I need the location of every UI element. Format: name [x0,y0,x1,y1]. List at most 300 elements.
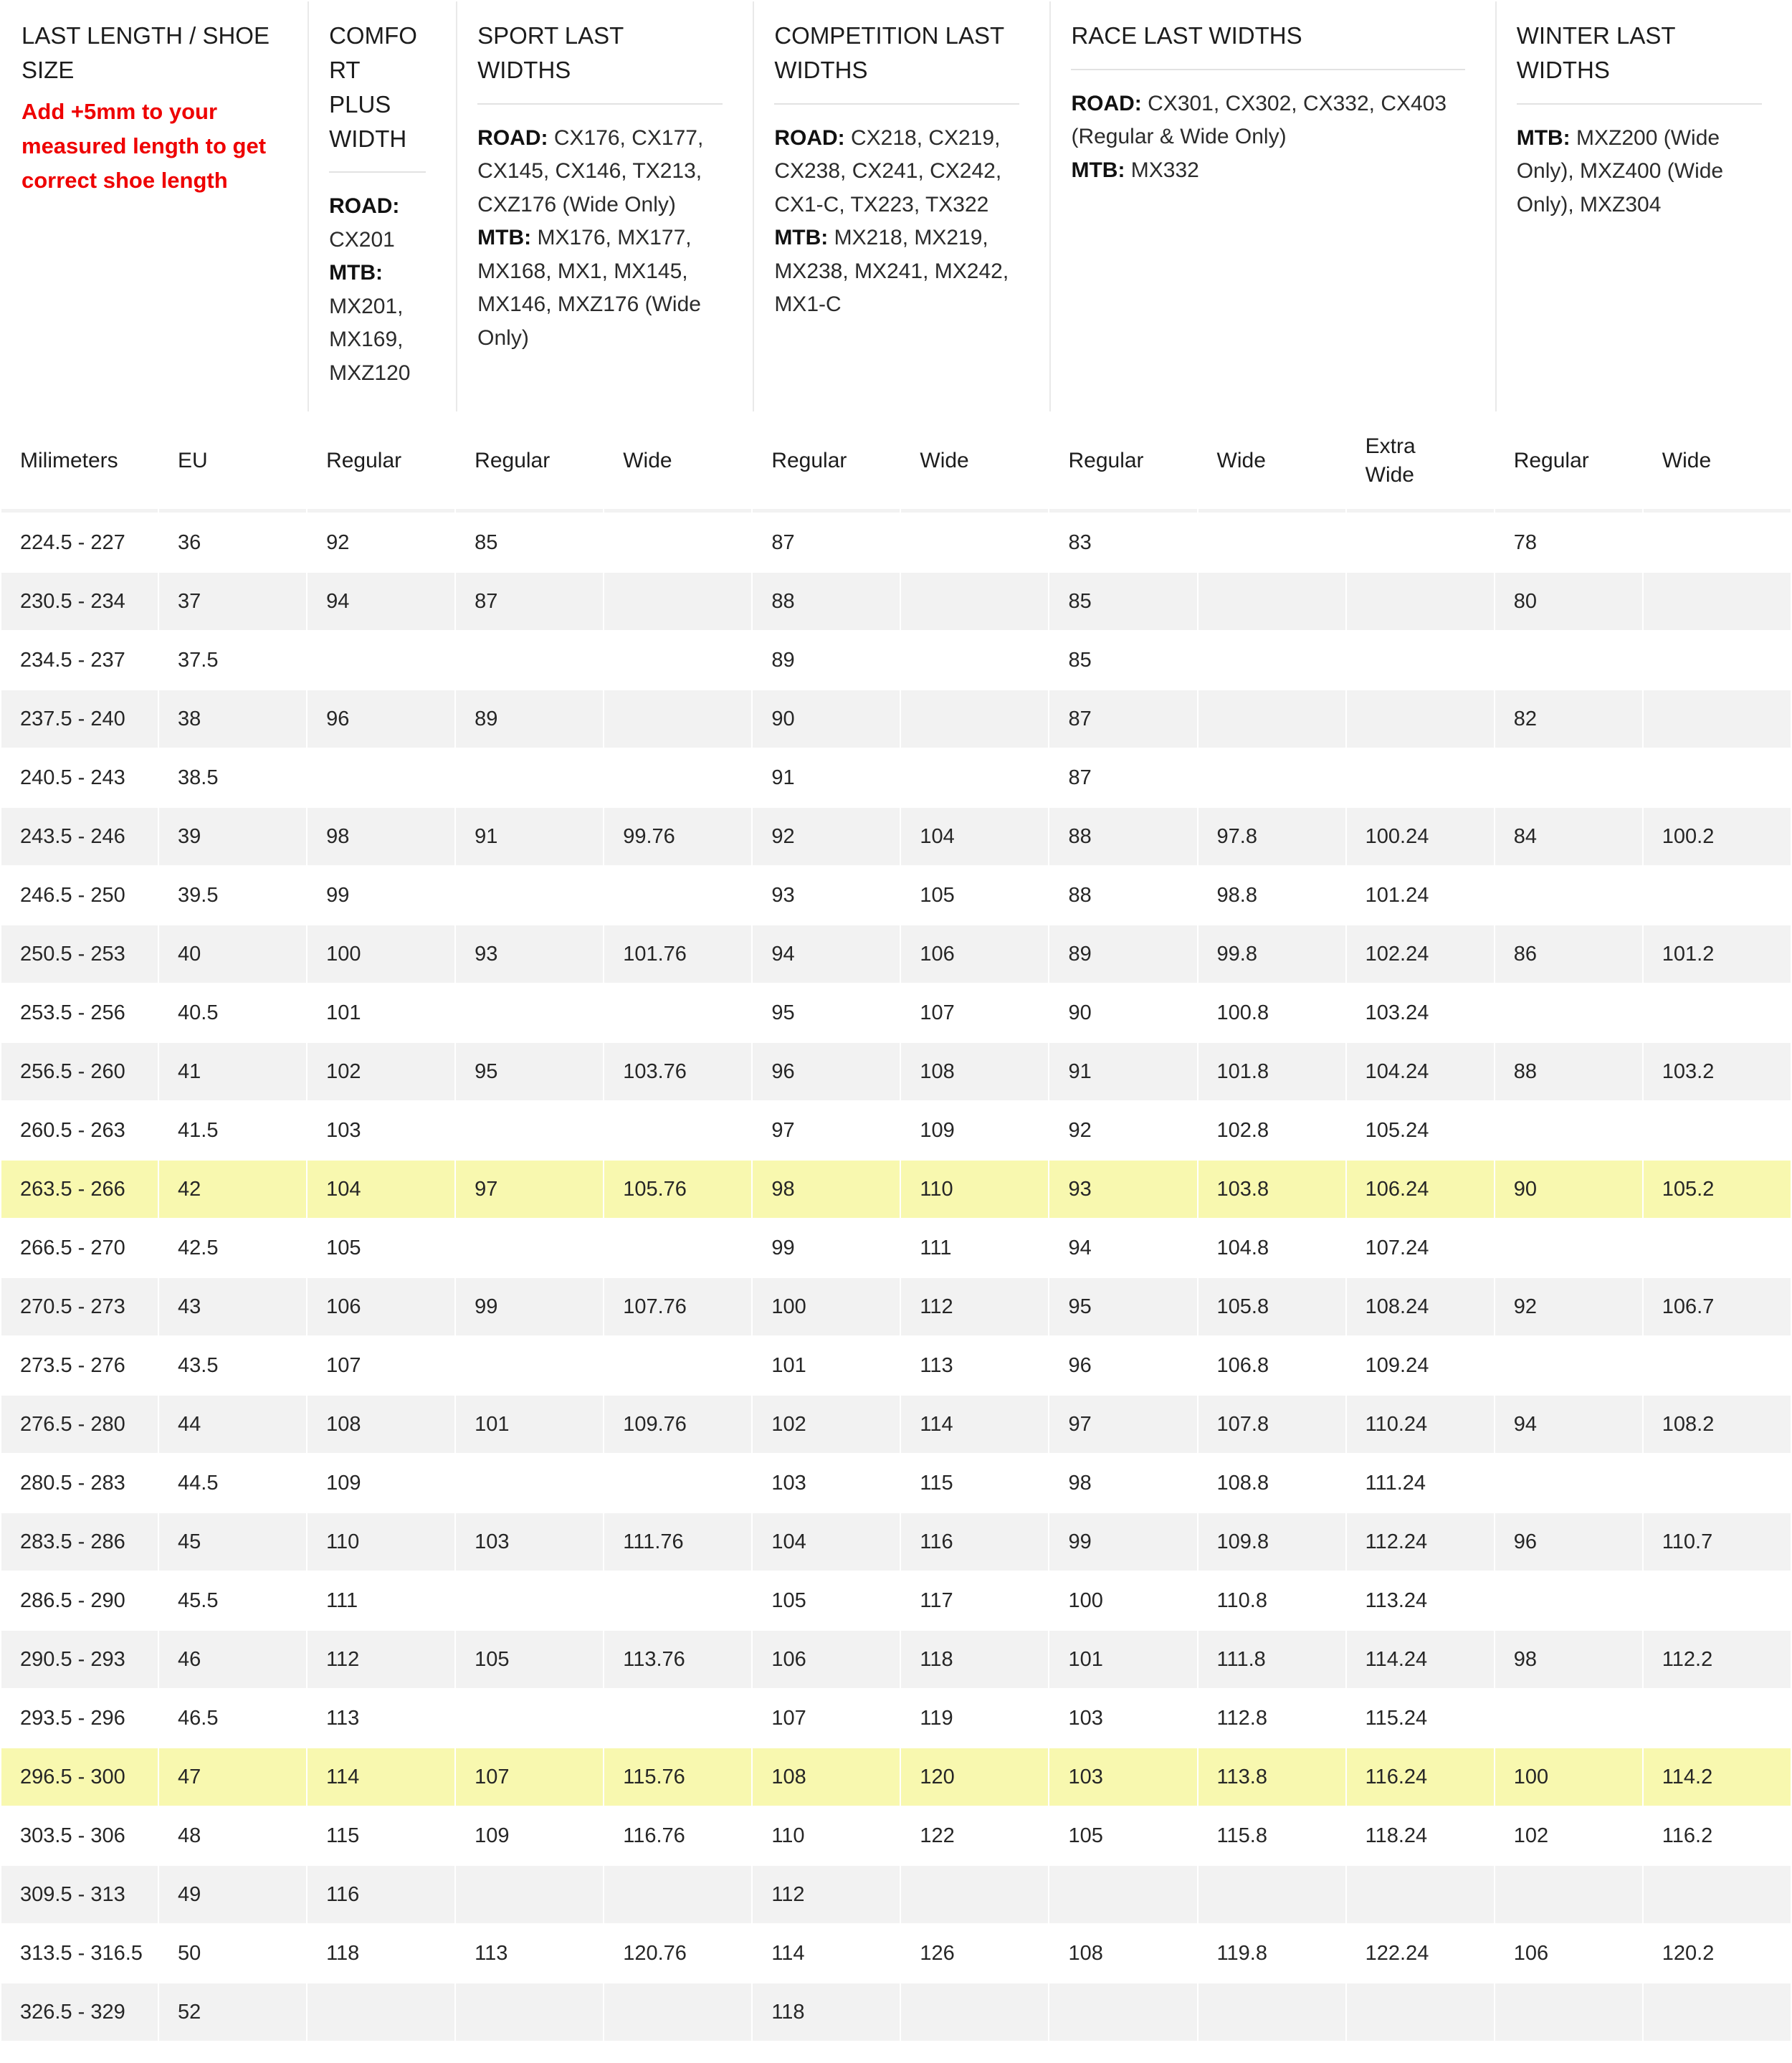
table-cell [456,1983,603,2041]
table-cell: 78 [1495,514,1642,571]
table-cell [1644,690,1791,748]
table-cell [1198,690,1345,748]
table-cell: 326.5 - 329 [1,1983,158,2041]
table-cell [1644,1983,1791,2041]
table-cell: 105 [456,1631,603,1688]
table-cell: 95 [753,984,900,1042]
sport-road-models [477,122,723,222]
table-row [1,1690,1791,1747]
divider [329,171,426,173]
table-cell: 89 [456,690,603,748]
table-cell: 87 [1049,749,1196,806]
table-cell: 83 [1049,514,1196,571]
table-cell [456,1572,603,1629]
divider [1071,69,1464,70]
table-cell [1198,1866,1345,1923]
road-label: ROAD: [1071,91,1142,115]
table-cell: 100 [753,1278,900,1335]
table-cell: 114.2 [1644,1748,1791,1806]
table-cell: 102.24 [1347,925,1494,983]
table-cell: 109.76 [604,1396,751,1453]
table-cell: 42.5 [159,1219,306,1277]
table-cell: 99.8 [1198,925,1345,983]
table-cell: 293.5 - 296 [1,1690,158,1747]
table-cell [901,632,1048,689]
table-cell: 110 [901,1161,1048,1218]
table-cell: 100 [1049,1572,1196,1629]
table-cell: 103.2 [1644,1043,1791,1100]
table-cell [1644,1219,1791,1277]
table-cell: 37.5 [159,632,306,689]
table-cell: 114.24 [1347,1631,1494,1688]
table-cell: 105 [308,1219,454,1277]
column-header-competition-wide: Wide [901,413,1048,513]
table-cell [901,573,1048,630]
table-cell [604,573,751,630]
table-cell [456,749,603,806]
table-cell: 224.5 - 227 [1,514,158,571]
table-cell: 85 [1049,632,1196,689]
table-cell: 88 [1049,808,1196,865]
competition-road-models [774,122,1019,222]
table-cell [604,1454,751,1512]
table-cell: 114 [308,1748,454,1806]
column-header-row [1,413,1791,513]
table-cell: 113 [901,1337,1048,1394]
table-cell: 110.24 [1347,1396,1494,1453]
table-cell: 113.8 [1198,1748,1345,1806]
table-cell: 100 [308,925,454,983]
table-cell: 116.24 [1347,1748,1494,1806]
table-cell [604,632,751,689]
table-cell: 107.8 [1198,1396,1345,1453]
table-row [1,1219,1791,1277]
column-header-race-extra-wide: Extra Wide [1347,413,1494,513]
table-cell: 104 [308,1161,454,1218]
table-cell [456,1690,603,1747]
table-cell: 243.5 - 246 [1,808,158,865]
table-cell [456,984,603,1042]
table-cell: 116.2 [1644,1807,1791,1864]
table-cell: 115 [901,1454,1048,1512]
table-cell: 118.24 [1347,1807,1494,1864]
table-cell: 48 [159,1807,306,1864]
table-row [1,1572,1791,1629]
table-cell: 122.24 [1347,1925,1494,1982]
table-cell: 90 [1049,984,1196,1042]
table-cell: 106 [753,1631,900,1688]
table-cell: 113 [456,1925,603,1982]
table-cell: 108 [753,1748,900,1806]
table-cell: 101 [456,1396,603,1453]
table-cell: 99 [308,867,454,924]
table-cell [1347,632,1494,689]
column-header-winter-wide: Wide [1644,413,1791,513]
race-header-cell [1049,1,1493,411]
size-chart-header [1,1,1791,513]
table-cell: 106 [901,925,1048,983]
table-cell: 103 [1049,1748,1196,1806]
table-row [1,690,1791,748]
table-cell: 103.8 [1198,1161,1345,1218]
comfort-plus-mtb-models [329,257,426,390]
table-cell [1495,1983,1642,2041]
table-cell [604,749,751,806]
table-cell: 115.76 [604,1748,751,1806]
table-cell: 107 [456,1748,603,1806]
table-cell: 108.24 [1347,1278,1494,1335]
table-cell: 93 [1049,1161,1196,1218]
table-cell: 250.5 - 253 [1,925,158,983]
table-cell: 96 [308,690,454,748]
table-cell [901,1866,1048,1923]
table-cell: 98 [308,808,454,865]
table-cell: 96 [1049,1337,1196,1394]
column-header-winter-regular: Regular [1495,413,1642,513]
comfort-plus-header-cell [308,1,454,411]
table-cell: 94 [308,573,454,630]
race-mtb-models [1071,154,1464,188]
table-cell: 85 [456,514,603,571]
table-cell [308,1983,454,2041]
table-cell [1347,1866,1494,1923]
table-cell [308,749,454,806]
table-cell: 106 [1495,1925,1642,1982]
table-cell [1495,1219,1642,1277]
table-cell: 101.8 [1198,1043,1345,1100]
table-cell [1049,1983,1196,2041]
table-row [1,1513,1791,1571]
table-cell: 50 [159,1925,306,1982]
table-cell: 85 [1049,573,1196,630]
table-cell: 290.5 - 293 [1,1631,158,1688]
table-cell: 107 [308,1337,454,1394]
table-cell: 117 [901,1572,1048,1629]
table-cell [1198,514,1345,571]
table-row [1,1631,1791,1688]
table-cell [901,514,1048,571]
table-cell: 114 [901,1396,1048,1453]
table-cell: 36 [159,514,306,571]
table-cell: 108 [308,1396,454,1453]
table-cell [1495,1866,1642,1923]
table-cell: 97 [456,1161,603,1218]
table-cell: 113 [308,1690,454,1747]
table-cell: 44 [159,1396,306,1453]
table-cell: 110.8 [1198,1572,1345,1629]
table-cell: 106.7 [1644,1278,1791,1335]
table-cell: 126 [901,1925,1048,1982]
table-row [1,1748,1791,1806]
table-cell: 263.5 - 266 [1,1161,158,1218]
table-cell: 104.24 [1347,1043,1494,1100]
table-row [1,1043,1791,1100]
table-cell: 38.5 [159,749,306,806]
table-cell: 111.24 [1347,1454,1494,1512]
table-cell [1495,1454,1642,1512]
table-cell: 280.5 - 283 [1,1454,158,1512]
measurement-note: Add +5mm to your measured length to get correct shoe length [22,98,267,193]
table-cell: 87 [753,514,900,571]
table-cell: 45 [159,1513,306,1571]
table-cell: 296.5 - 300 [1,1748,158,1806]
table-cell: 90 [1495,1161,1642,1218]
table-cell: 118 [308,1925,454,1982]
table-cell [1495,1337,1642,1394]
table-cell [456,1454,603,1512]
table-cell: 42 [159,1161,306,1218]
table-cell: 98 [1049,1454,1196,1512]
column-header-competition-regular: Regular [753,413,900,513]
table-cell: 115.8 [1198,1807,1345,1864]
table-cell: 111.8 [1198,1631,1345,1688]
table-cell: 105 [901,867,1048,924]
table-row [1,925,1791,983]
table-cell [604,1866,751,1923]
table-cell: 92 [1495,1278,1642,1335]
table-cell [1495,984,1642,1042]
table-cell [1495,867,1642,924]
table-cell [604,1690,751,1747]
sport-header-cell [456,1,751,411]
comfort-plus-road-models [329,190,426,257]
table-cell [1644,573,1791,630]
table-cell: 109 [308,1454,454,1512]
table-cell [1495,1102,1642,1159]
table-cell [456,1337,603,1394]
sport-mtb-models [477,221,723,355]
table-cell: 99.76 [604,808,751,865]
table-cell: 100.24 [1347,808,1494,865]
competition-title: COMPETITION LAST WIDTHS [774,22,1004,83]
competition-header-cell [753,1,1048,411]
table-cell: 112 [901,1278,1048,1335]
table-cell: 98.8 [1198,867,1345,924]
table-cell [308,632,454,689]
column-header-sport-wide: Wide [604,413,751,513]
table-cell: 97 [1049,1396,1196,1453]
table-cell: 270.5 - 273 [1,1278,158,1335]
table-cell: 89 [753,632,900,689]
table-cell: 105.24 [1347,1102,1494,1159]
mtb-label: MTB: [1071,158,1125,182]
table-row [1,1983,1791,2041]
table-cell: 94 [1049,1219,1196,1277]
table-cell: 234.5 - 237 [1,632,158,689]
table-cell: 84 [1495,808,1642,865]
table-cell: 45.5 [159,1572,306,1629]
table-cell [1495,1572,1642,1629]
table-cell [1347,1983,1494,2041]
table-cell: 46.5 [159,1690,306,1747]
table-cell [604,1983,751,2041]
table-cell [1644,749,1791,806]
table-cell [1644,514,1791,571]
table-cell: 115.24 [1347,1690,1494,1747]
table-cell: 43 [159,1278,306,1335]
table-cell: 40 [159,925,306,983]
table-cell: 100.8 [1198,984,1345,1042]
table-cell: 95 [456,1043,603,1100]
road-models: CX218, CX219, CX238, CX241, CX242, CX1-C, TX223, TX322 [774,125,1002,216]
table-cell: 49 [159,1866,306,1923]
table-cell: 39.5 [159,867,306,924]
table-row [1,749,1791,806]
table-cell: 40.5 [159,984,306,1042]
table-row [1,1161,1791,1218]
competition-mtb-models [774,221,1019,322]
table-cell [901,749,1048,806]
table-cell: 98 [1495,1631,1642,1688]
column-header-milimeters: Milimeters [1,413,158,513]
road-label: ROAD: [477,125,548,150]
table-cell: 101 [1049,1631,1196,1688]
table-cell: 103.24 [1347,984,1494,1042]
table-cell: 103 [1049,1690,1196,1747]
table-cell: 105.76 [604,1161,751,1218]
table-cell: 113.76 [604,1631,751,1688]
table-cell: 122 [901,1807,1048,1864]
mtb-models: MX176, MX177, MX168, MX1, MX145, MX146, MXZ176 (Wide Only) [477,226,701,350]
table-cell: 112.24 [1347,1513,1494,1571]
table-cell [901,1983,1048,2041]
table-cell: 108.2 [1644,1396,1791,1453]
table-cell: 109.8 [1198,1513,1345,1571]
divider [774,103,1019,105]
table-cell: 90 [753,690,900,748]
race-road-models [1071,87,1464,154]
table-cell [1198,749,1345,806]
table-cell: 120.76 [604,1925,751,1982]
column-header-race-regular: Regular [1049,413,1196,513]
table-cell [1347,514,1494,571]
table-row [1,514,1791,571]
table-cell: 47 [159,1748,306,1806]
column-header-eu: EU [159,413,306,513]
table-cell: 286.5 - 290 [1,1572,158,1629]
table-cell [1198,1983,1345,2041]
winter-header-cell [1495,1,1791,411]
mtb-label: MTB: [329,261,383,285]
table-cell: 112 [308,1631,454,1688]
table-cell [1495,749,1642,806]
table-cell: 96 [1495,1513,1642,1571]
table-cell: 106.8 [1198,1337,1345,1394]
table-cell: 109 [901,1102,1048,1159]
comfort-plus-title: COMFORT PLUS WIDTH [329,22,417,152]
table-cell: 110 [753,1807,900,1864]
table-cell: 103 [308,1102,454,1159]
table-cell [456,1866,603,1923]
table-cell: 103.76 [604,1043,751,1100]
table-cell: 88 [1495,1043,1642,1100]
table-cell: 88 [1049,867,1196,924]
table-cell: 101.76 [604,925,751,983]
table-cell: 118 [753,1983,900,2041]
table-cell [604,1337,751,1394]
table-cell: 260.5 - 263 [1,1102,158,1159]
table-cell: 86 [1495,925,1642,983]
table-cell: 116.76 [604,1807,751,1864]
table-cell: 46 [159,1631,306,1688]
table-cell: 41 [159,1043,306,1100]
table-cell: 116 [308,1866,454,1923]
table-cell [1644,1337,1791,1394]
table-cell: 88 [753,573,900,630]
table-cell: 95 [1049,1278,1196,1335]
table-cell [1198,573,1345,630]
table-cell: 112 [753,1866,900,1923]
table-cell: 115 [308,1807,454,1864]
table-cell: 237.5 - 240 [1,690,158,748]
table-cell [1049,1866,1196,1923]
mtb-models: MX201, MX169, MXZ120 [329,294,411,385]
table-cell: 100 [1495,1748,1642,1806]
sport-title: SPORT LAST WIDTHS [477,22,624,83]
table-cell: 110 [308,1513,454,1571]
table-cell: 92 [308,514,454,571]
table-cell: 105.2 [1644,1161,1791,1218]
table-cell: 110.7 [1644,1513,1791,1571]
table-cell [604,1102,751,1159]
table-cell [1644,867,1791,924]
table-cell: 240.5 - 243 [1,749,158,806]
mtb-label: MTB: [1516,125,1571,150]
table-cell: 99 [1049,1513,1196,1571]
road-models: CX301, CX302, CX332, CX403 (Regular & Wide Only) [1071,91,1447,149]
table-row [1,1454,1791,1512]
table-cell [1644,632,1791,689]
table-cell: 102 [753,1396,900,1453]
table-cell: 273.5 - 276 [1,1337,158,1394]
table-cell [1198,632,1345,689]
table-cell: 101 [308,984,454,1042]
table-cell: 266.5 - 270 [1,1219,158,1277]
table-cell [604,690,751,748]
table-cell [456,1219,603,1277]
table-cell: 91 [1049,1043,1196,1100]
table-cell: 102.8 [1198,1102,1345,1159]
table-cell: 109 [456,1807,603,1864]
table-cell: 112.8 [1198,1690,1345,1747]
table-cell: 103 [753,1454,900,1512]
table-cell: 80 [1495,573,1642,630]
table-cell: 102 [1495,1807,1642,1864]
road-models: CX176, CX177, CX145, CX146, TX213, CXZ176 (Wide Only) [477,125,704,216]
table-cell [1347,690,1494,748]
mtb-label: MTB: [477,226,532,250]
column-header-sport-regular: Regular [456,413,603,513]
table-cell [456,1102,603,1159]
table-cell: 103 [456,1513,603,1571]
table-cell: 41.5 [159,1102,306,1159]
table-cell: 93 [753,867,900,924]
table-cell [1644,1690,1791,1747]
table-cell [1347,749,1494,806]
table-cell: 106.24 [1347,1161,1494,1218]
table-row [1,1102,1791,1159]
table-cell [1644,1102,1791,1159]
table-cell: 104.8 [1198,1219,1345,1277]
table-cell: 111 [901,1219,1048,1277]
column-header-race-wide: Wide [1198,413,1345,513]
table-cell: 303.5 - 306 [1,1807,158,1864]
column-header-comfort-regular: Regular [308,413,454,513]
table-cell [1495,632,1642,689]
table-cell: 101 [753,1337,900,1394]
table-cell: 107.76 [604,1278,751,1335]
table-cell: 105 [1049,1807,1196,1864]
